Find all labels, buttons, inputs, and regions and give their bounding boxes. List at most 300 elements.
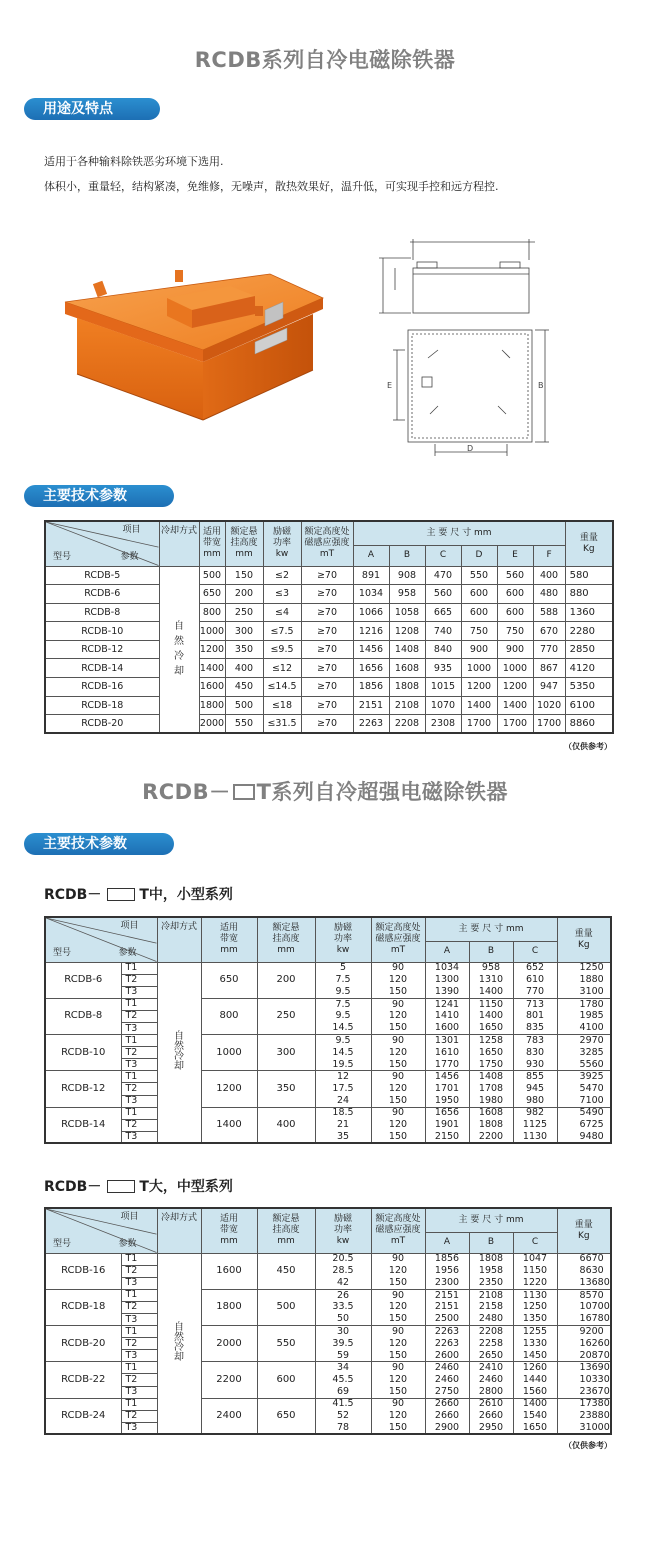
cell-weight: 3925 xyxy=(557,1071,611,1083)
cell-f: 588 xyxy=(533,603,565,622)
cell-b: 1058 xyxy=(389,603,425,622)
cell-power: 50 xyxy=(315,1313,371,1325)
cell-d: 550 xyxy=(461,566,497,585)
table-row xyxy=(45,1338,611,1350)
table-row xyxy=(45,640,613,659)
cell-c: 945 xyxy=(513,1083,557,1095)
cell-a: 2500 xyxy=(425,1313,469,1325)
cell-weight: 2280 xyxy=(565,622,613,641)
table-row xyxy=(45,1107,611,1119)
header-row xyxy=(45,917,611,941)
usage-text-line2: 体积小，重量轻，结构紧凑，免维修，无噪声，散热效果好，温升低，可实现手控和远方程控. xyxy=(44,180,499,193)
header-diagonal-cell xyxy=(45,1208,157,1253)
cell-field: 90 xyxy=(371,1289,425,1301)
cell-power: 33.5 xyxy=(315,1301,371,1313)
cell-model: RCDB-6 xyxy=(45,585,159,604)
page-title-t-series: RCDB－ T系列自冷超强电磁除铁器 xyxy=(142,780,508,804)
cell-c: 1047 xyxy=(513,1253,557,1265)
cell-type: T3 xyxy=(121,1059,157,1071)
cell-field: 120 xyxy=(371,974,425,986)
header-height-line: mm xyxy=(277,1236,295,1247)
cell-model: RCDB-22 xyxy=(45,1362,121,1398)
cell-type: T1 xyxy=(121,1362,157,1374)
cooling-char: 自 xyxy=(174,621,184,633)
cell-c: 835 xyxy=(513,1022,557,1034)
cell-field: ≥70 xyxy=(301,585,353,604)
table-row xyxy=(45,1071,611,1083)
header-field xyxy=(371,1208,425,1253)
cell-f: 670 xyxy=(533,622,565,641)
cell-type: T2 xyxy=(121,1301,157,1313)
cell-b: 2108 xyxy=(469,1289,513,1301)
cell-model: RCDB-8 xyxy=(45,998,121,1034)
cell-e: 900 xyxy=(497,640,533,659)
cell-height: 200 xyxy=(225,585,263,604)
cell-power: 20.5 xyxy=(315,1253,371,1265)
table-row xyxy=(45,1131,611,1143)
page-title: RCDB系列自冷电磁除铁器 xyxy=(194,48,456,72)
spec-table-rcdb xyxy=(44,520,614,734)
cell-field: 120 xyxy=(371,1047,425,1059)
dimension-drawing xyxy=(375,238,560,458)
cell-b: 908 xyxy=(389,566,425,585)
table-row xyxy=(45,1313,611,1325)
header-height: 额定悬 挂高度 mm xyxy=(225,521,263,566)
cell-b: 1310 xyxy=(469,974,513,986)
cell-weight: 580 xyxy=(565,566,613,585)
cell-d: 1400 xyxy=(461,696,497,715)
cell-width: 1800 xyxy=(201,1289,257,1325)
cell-c: 930 xyxy=(513,1059,557,1071)
cell-width: 1400 xyxy=(199,659,225,678)
cell-b: 1750 xyxy=(469,1059,513,1071)
cell-b: 1650 xyxy=(469,1022,513,1034)
table-row xyxy=(45,1253,611,1265)
cell-width: 1400 xyxy=(201,1107,257,1143)
cell-c: 652 xyxy=(513,962,557,974)
cell-f: 400 xyxy=(533,566,565,585)
table-row xyxy=(45,1289,611,1301)
cell-field: 90 xyxy=(371,962,425,974)
cell-field: 90 xyxy=(371,1071,425,1083)
cell-a: 1901 xyxy=(425,1119,469,1131)
cell-power: 5 xyxy=(315,962,371,974)
cell-d: 600 xyxy=(461,603,497,622)
cell-b: 2480 xyxy=(469,1313,513,1325)
header-weight-line: 重量 xyxy=(574,1219,593,1230)
cell-model: RCDB-5 xyxy=(45,566,159,585)
cell-height: 500 xyxy=(225,696,263,715)
header-field-line: 磁感应强度 xyxy=(375,1225,421,1236)
header-field-line: 额定高度处 xyxy=(375,923,421,934)
cell-power: 30 xyxy=(315,1326,371,1338)
cooling-char: 冷 xyxy=(174,651,184,663)
cell-b: 2660 xyxy=(469,1410,513,1422)
cell-a: 1856 xyxy=(425,1253,469,1265)
cell-model: RCDB-20 xyxy=(45,1326,121,1362)
header-weight xyxy=(557,1208,611,1253)
cooling-char: 却 xyxy=(174,1352,184,1364)
cell-type: T1 xyxy=(121,1071,157,1083)
cell-b: 2800 xyxy=(469,1386,513,1398)
header-dim-a: A xyxy=(425,941,469,962)
cell-field: 90 xyxy=(371,1253,425,1265)
cell-field: 120 xyxy=(371,1265,425,1277)
table-row xyxy=(45,974,611,986)
table-row xyxy=(45,715,613,734)
cell-b: 1608 xyxy=(469,1107,513,1119)
cell-field: 150 xyxy=(371,1022,425,1034)
cell-weight: 16260 xyxy=(557,1338,611,1350)
reference-note: （仅供参考） xyxy=(564,1441,612,1450)
cell-c: 770 xyxy=(513,986,557,998)
header-dim-c: C xyxy=(513,1232,557,1253)
cell-field: 150 xyxy=(371,1313,425,1325)
cell-c: 740 xyxy=(425,622,461,641)
cell-weight: 13680 xyxy=(557,1277,611,1289)
cell-height: 450 xyxy=(225,678,263,697)
cell-c: 1150 xyxy=(513,1265,557,1277)
cell-type: T3 xyxy=(121,1350,157,1362)
cell-e: 600 xyxy=(497,603,533,622)
cell-field: 90 xyxy=(371,998,425,1010)
header-cooling: 冷却方式 xyxy=(157,917,201,962)
header-field-line: 磁感应强度 xyxy=(375,934,421,945)
cell-c: 1330 xyxy=(513,1338,557,1350)
cell-field: 120 xyxy=(371,1374,425,1386)
cell-power: 45.5 xyxy=(315,1374,371,1386)
cell-f: 947 xyxy=(533,678,565,697)
cell-height: 250 xyxy=(225,603,263,622)
cell-b: 1608 xyxy=(389,659,425,678)
cell-type: T3 xyxy=(121,986,157,998)
header-height-line: 挂高度 xyxy=(272,1225,300,1236)
cell-d: 900 xyxy=(461,640,497,659)
cell-weight: 20870 xyxy=(557,1350,611,1362)
cell-model: RCDB-20 xyxy=(45,715,159,734)
cell-weight: 9480 xyxy=(557,1131,611,1143)
cell-e: 750 xyxy=(497,622,533,641)
cell-power: 59 xyxy=(315,1350,371,1362)
header-weight xyxy=(557,917,611,962)
header-dim-f: F xyxy=(533,545,565,566)
cell-c: 1255 xyxy=(513,1326,557,1338)
cell-b: 1408 xyxy=(469,1071,513,1083)
cell-cooling xyxy=(159,566,199,733)
cell-field: 90 xyxy=(371,1326,425,1338)
table-row xyxy=(45,1095,611,1107)
cell-a: 1034 xyxy=(425,962,469,974)
header-width-line: 适用 xyxy=(219,923,238,934)
cell-weight: 1780 xyxy=(557,998,611,1010)
cell-type: T1 xyxy=(121,1326,157,1338)
cell-f: 770 xyxy=(533,640,565,659)
cell-b: 2610 xyxy=(469,1398,513,1410)
cell-model: RCDB-16 xyxy=(45,678,159,697)
cell-weight: 23880 xyxy=(557,1410,611,1422)
header-param: 参数 xyxy=(120,551,139,562)
header-width-line: 适用 xyxy=(219,1214,238,1225)
header-weight-line: Kg xyxy=(577,939,590,950)
cell-c: 1220 xyxy=(513,1277,557,1289)
header-power xyxy=(315,917,371,962)
table-row xyxy=(45,1410,611,1422)
cell-c: 980 xyxy=(513,1095,557,1107)
cell-c: 2308 xyxy=(425,715,461,734)
cell-weight: 4120 xyxy=(565,659,613,678)
cell-type: T1 xyxy=(121,1253,157,1265)
cell-a: 1034 xyxy=(353,585,389,604)
cell-weight: 1985 xyxy=(557,1010,611,1022)
cell-model: RCDB-16 xyxy=(45,1253,121,1289)
cell-a: 1856 xyxy=(353,678,389,697)
cell-power: 42 xyxy=(315,1277,371,1289)
table-row xyxy=(45,1047,611,1059)
cell-field: ≥70 xyxy=(301,659,353,678)
cell-height: 550 xyxy=(225,715,263,734)
cell-field: 90 xyxy=(371,1362,425,1374)
header-cooling: 冷却方式 xyxy=(157,1208,201,1253)
cell-model: RCDB-14 xyxy=(45,1107,121,1143)
table-row xyxy=(45,566,613,585)
table-row xyxy=(45,585,613,604)
cell-c: 1540 xyxy=(513,1410,557,1422)
cell-field: 120 xyxy=(371,1119,425,1131)
table-row xyxy=(45,678,613,697)
cell-weight: 1360 xyxy=(565,603,613,622)
cell-height: 650 xyxy=(257,1398,315,1434)
cooling-char: 然 xyxy=(174,636,184,648)
cell-e: 1400 xyxy=(497,696,533,715)
cell-b: 1258 xyxy=(469,1035,513,1047)
cell-height: 350 xyxy=(225,640,263,659)
header-dim-c: C xyxy=(425,545,461,566)
cell-c: 713 xyxy=(513,998,557,1010)
header-power-line: 励磁 xyxy=(333,923,352,934)
header-diagonal-cell xyxy=(45,917,157,962)
cell-b: 1400 xyxy=(469,1010,513,1022)
header-dimensions: 主 要 尺 寸 mm xyxy=(353,521,565,545)
cell-width: 650 xyxy=(199,585,225,604)
cell-model: RCDB-24 xyxy=(45,1398,121,1434)
cell-width: 1200 xyxy=(201,1071,257,1107)
header-field-line: mT xyxy=(390,1236,406,1247)
cell-c: 840 xyxy=(425,640,461,659)
cell-b: 2258 xyxy=(469,1338,513,1350)
cell-power: ≤7.5 xyxy=(263,622,301,641)
cell-type: T3 xyxy=(121,1277,157,1289)
cell-height: 550 xyxy=(257,1326,315,1362)
cell-power: 12 xyxy=(315,1071,371,1083)
table-row xyxy=(45,1022,611,1034)
cell-power: 39.5 xyxy=(315,1338,371,1350)
cell-type: T1 xyxy=(121,1398,157,1410)
cell-b: 2460 xyxy=(469,1374,513,1386)
cell-e: 1000 xyxy=(497,659,533,678)
header-width xyxy=(201,917,257,962)
cell-a: 2460 xyxy=(425,1374,469,1386)
cell-c: 470 xyxy=(425,566,461,585)
usage-text-line1: 适用于各种输料除铁恶劣环境下选用. xyxy=(44,155,224,168)
cell-weight: 10330 xyxy=(557,1374,611,1386)
cell-field: ≥70 xyxy=(301,622,353,641)
table-row xyxy=(45,1035,611,1047)
cell-width: 1000 xyxy=(199,622,225,641)
cell-field: 150 xyxy=(371,1059,425,1071)
cell-a: 1950 xyxy=(425,1095,469,1107)
header-height-line: mm xyxy=(277,945,295,956)
cell-a: 2300 xyxy=(425,1277,469,1289)
cell-b: 2208 xyxy=(469,1326,513,1338)
cell-f: 1700 xyxy=(533,715,565,734)
cell-model: RCDB-18 xyxy=(45,1289,121,1325)
header-dim-a: A xyxy=(425,1232,469,1253)
cell-a: 2750 xyxy=(425,1386,469,1398)
header-dim-a: A xyxy=(353,545,389,566)
table-row xyxy=(45,1398,611,1410)
cell-power: 69 xyxy=(315,1386,371,1398)
cell-weight: 5490 xyxy=(557,1107,611,1119)
header-item: 项目 xyxy=(120,921,139,931)
cell-a: 1456 xyxy=(425,1071,469,1083)
cell-height: 350 xyxy=(257,1071,315,1107)
cell-b: 1208 xyxy=(389,622,425,641)
cell-width: 1000 xyxy=(201,1035,257,1071)
cell-c: 560 xyxy=(425,585,461,604)
cell-width: 1800 xyxy=(199,696,225,715)
cell-c: 1015 xyxy=(425,678,461,697)
cell-f: 1020 xyxy=(533,696,565,715)
cell-model: RCDB-18 xyxy=(45,696,159,715)
cell-weight: 3100 xyxy=(557,986,611,998)
cell-power: 18.5 xyxy=(315,1107,371,1119)
cell-type: T2 xyxy=(121,1338,157,1350)
table-row xyxy=(45,1350,611,1362)
subtitle-large-series: RCDB－ T大，中型系列 xyxy=(44,1179,233,1195)
cell-d: 1000 xyxy=(461,659,497,678)
cell-weight: 10700 xyxy=(557,1301,611,1313)
cell-c: 935 xyxy=(425,659,461,678)
cell-a: 1300 xyxy=(425,974,469,986)
cell-weight: 2850 xyxy=(565,640,613,659)
cell-b: 2208 xyxy=(389,715,425,734)
header-width-line: mm xyxy=(220,945,238,956)
cell-a: 1216 xyxy=(353,622,389,641)
header-height-line: 额定悬 xyxy=(272,923,300,934)
cell-b: 1958 xyxy=(469,1265,513,1277)
cell-height: 300 xyxy=(225,622,263,641)
cell-type: T2 xyxy=(121,1047,157,1059)
table-row xyxy=(45,659,613,678)
cell-a: 1610 xyxy=(425,1047,469,1059)
header-power-line: 励磁 xyxy=(333,1214,352,1225)
header-power xyxy=(315,1208,371,1253)
cell-e: 1700 xyxy=(497,715,533,734)
cell-field: 90 xyxy=(371,1107,425,1119)
cell-a: 2150 xyxy=(425,1131,469,1143)
cell-weight: 1880 xyxy=(557,974,611,986)
cell-type: T3 xyxy=(121,1131,157,1143)
cell-c: 1400 xyxy=(513,1398,557,1410)
header-field-line: 额定高度处 xyxy=(375,1214,421,1225)
header-width-line: 带宽 xyxy=(219,1225,238,1236)
cell-power: 9.5 xyxy=(315,1010,371,1022)
cell-b: 958 xyxy=(469,962,513,974)
cell-weight: 7100 xyxy=(557,1095,611,1107)
cell-width: 1600 xyxy=(201,1253,257,1289)
cell-width: 1200 xyxy=(199,640,225,659)
table-row xyxy=(45,1301,611,1313)
cell-d: 600 xyxy=(461,585,497,604)
cell-width: 1600 xyxy=(199,678,225,697)
cell-power: 14.5 xyxy=(315,1022,371,1034)
cell-cooling xyxy=(157,1253,201,1434)
cell-f: 867 xyxy=(533,659,565,678)
cell-b: 2200 xyxy=(469,1131,513,1143)
cell-model: RCDB-14 xyxy=(45,659,159,678)
header-model: 型号 xyxy=(53,1238,72,1249)
cooling-char: 然 xyxy=(174,1041,184,1053)
header-power-line: 功率 xyxy=(333,1225,352,1236)
cell-model: RCDB-10 xyxy=(45,1035,121,1071)
cell-field: 120 xyxy=(371,1010,425,1022)
cell-width: 800 xyxy=(201,998,257,1034)
cell-type: T2 xyxy=(121,1265,157,1277)
header-dim-b: B xyxy=(469,941,513,962)
header-weight: 重量 Kg xyxy=(565,521,613,566)
cooling-char: 却 xyxy=(174,1061,184,1073)
section-heading-specs: 主要技术参数 xyxy=(24,485,174,507)
cooling-char: 自 xyxy=(174,1031,184,1043)
table-row xyxy=(45,1374,611,1386)
cell-c: 1130 xyxy=(513,1289,557,1301)
header-model: 型号 xyxy=(53,551,72,562)
table-row xyxy=(45,998,611,1010)
cell-b: 1808 xyxy=(469,1253,513,1265)
cell-cooling xyxy=(157,962,201,1143)
cell-power: 7.5 xyxy=(315,998,371,1010)
cell-type: T1 xyxy=(121,1289,157,1301)
header-dim-c: C xyxy=(513,941,557,962)
cell-weight: 8570 xyxy=(557,1289,611,1301)
cell-a: 2600 xyxy=(425,1350,469,1362)
cell-field: 150 xyxy=(371,986,425,998)
table-row xyxy=(45,962,611,974)
cell-a: 2263 xyxy=(353,715,389,734)
cell-power: ≤14.5 xyxy=(263,678,301,697)
cell-field: 120 xyxy=(371,1338,425,1350)
cell-e: 560 xyxy=(497,566,533,585)
cell-power: 9.5 xyxy=(315,1035,371,1047)
header-dim-b: B xyxy=(469,1232,513,1253)
cell-power: 28.5 xyxy=(315,1265,371,1277)
cell-weight: 8860 xyxy=(565,715,613,734)
cell-type: T3 xyxy=(121,1313,157,1325)
header-cooling: 冷却方式 xyxy=(159,521,199,566)
spec-table-t-small xyxy=(44,916,612,1144)
cell-field: ≥70 xyxy=(301,696,353,715)
cell-type: T3 xyxy=(121,1095,157,1107)
header-dimensions: 主 要 尺 寸 mm xyxy=(425,917,557,941)
header-diagonal-cell xyxy=(45,521,159,566)
cell-weight: 1250 xyxy=(557,962,611,974)
cell-b: 2650 xyxy=(469,1350,513,1362)
cell-weight: 880 xyxy=(565,585,613,604)
header-power-line: 功率 xyxy=(333,934,352,945)
cell-weight: 13690 xyxy=(557,1362,611,1374)
header-width-line: mm xyxy=(220,1236,238,1247)
cell-width: 2000 xyxy=(199,715,225,734)
